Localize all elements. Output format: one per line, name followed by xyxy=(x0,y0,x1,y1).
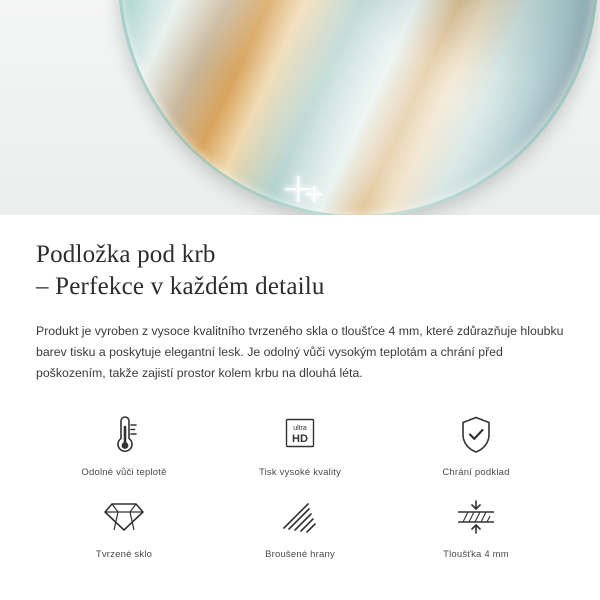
description-paragraph: Produkt je vyroben z vysoce kvalitního tvrzeného skla o tloušťce 4 mm, které zdůrazňuje hloubku barev tisku a poskytuje elegantní lesk. Je odolný vůči vysokým teplotám a chrání před poškozením, takže zajistí prostor kolem krbu na dlouhá léta. xyxy=(36,324,564,380)
page-title xyxy=(36,239,564,303)
svg-text:ultra: ultra xyxy=(293,425,307,432)
feature-label: Tloušťka 4 mm xyxy=(443,549,509,560)
svg-text:HD: HD xyxy=(292,433,308,445)
feature-label: Tvrzené sklo xyxy=(95,549,153,560)
feature-item-temperature-resistant xyxy=(36,412,212,478)
feature-item-tempered-glass xyxy=(36,494,212,560)
content-area xyxy=(0,239,600,560)
feature-list xyxy=(36,412,564,560)
headline-line-2: – Perfekce v každém detailu xyxy=(36,273,325,300)
ultra-hd-icon xyxy=(280,412,320,458)
thickness-arrows-icon xyxy=(454,494,498,540)
feature-label: Odolné vůči teplotě xyxy=(81,467,167,478)
polished-edges-icon xyxy=(280,494,320,540)
thermometer-icon xyxy=(107,412,141,458)
headline-line-1: Podložka pod krb xyxy=(36,241,216,268)
feature-label: Chrání podklad xyxy=(442,467,510,478)
feature-item-protects-surface xyxy=(388,412,564,478)
feature-label: Broušené hrany xyxy=(265,549,335,560)
hero-image xyxy=(0,0,600,215)
diamond-icon xyxy=(103,494,145,540)
feature-item-thickness xyxy=(388,494,564,560)
feature-item-polished-edges xyxy=(212,494,388,560)
feature-item-high-quality-print xyxy=(212,412,388,478)
feature-label: Tisk vysoké kvality xyxy=(258,467,342,478)
shield-check-icon xyxy=(458,412,494,458)
